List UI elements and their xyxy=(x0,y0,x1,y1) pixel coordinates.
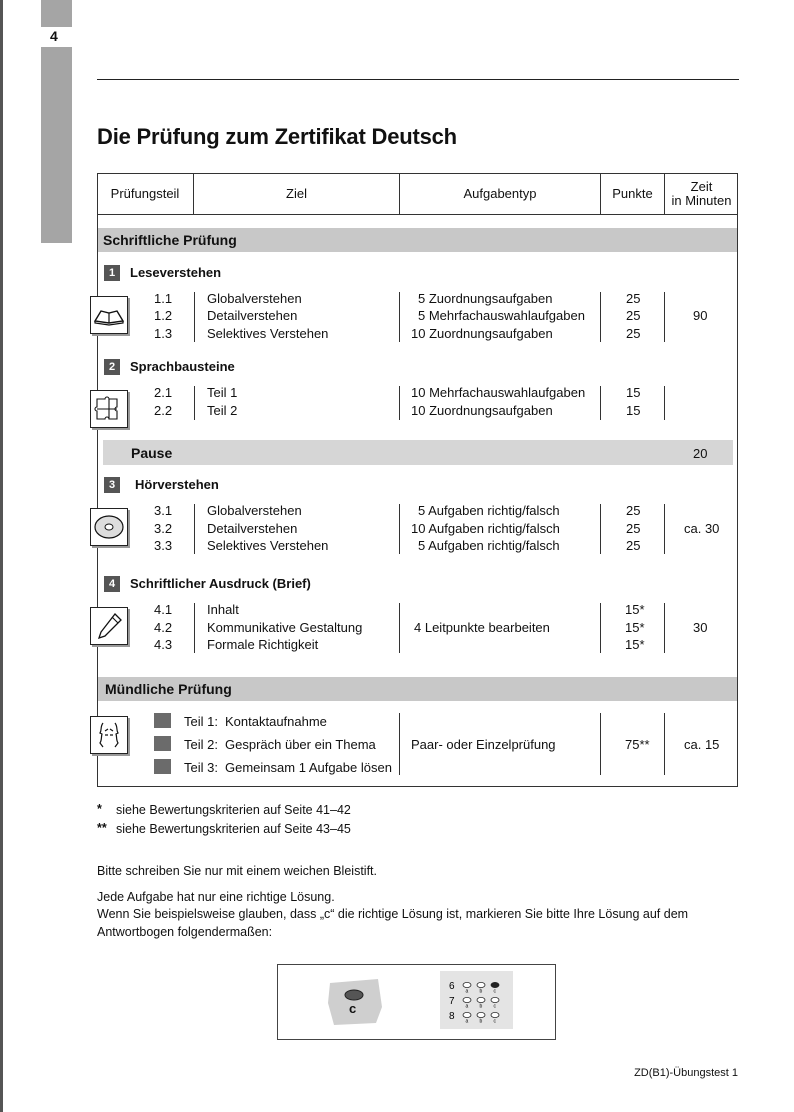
row-2-1-typ: 10 Mehrfachauswahlaufgaben xyxy=(411,385,586,400)
grid-bubble xyxy=(463,1012,471,1017)
grid-bubble xyxy=(477,997,485,1002)
grid-bubble xyxy=(491,1012,499,1017)
row-3-2-ziel: Detailverstehen xyxy=(207,521,298,536)
footnote-2-text: siehe Bewertungskriterien auf Seite 43–45 xyxy=(116,822,351,836)
grid-bubble-label: a xyxy=(465,1003,469,1010)
page-number: 4 xyxy=(50,28,58,44)
sample-answer-grid xyxy=(440,971,513,1029)
row-1-3-num: 1.3 xyxy=(154,326,173,341)
row-4-3-punkte: 15* xyxy=(625,637,645,652)
row-1-1-num: 1.1 xyxy=(154,291,173,306)
page-title: Die Prüfung zum Zertifikat Deutsch xyxy=(97,124,457,149)
teil-2-square xyxy=(154,736,171,751)
grid-bubble xyxy=(491,997,499,1002)
row-3-1-ziel: Globalverstehen xyxy=(207,503,302,518)
row-1-1-typ: 5 Zuordnungsaufgaben xyxy=(418,291,553,306)
grid-bubble xyxy=(491,982,499,987)
instruction-line-1: Jede Aufgabe hat nur eine richtige Lösung. xyxy=(97,890,335,904)
part-title-hoerverstehen: Hörverstehen xyxy=(135,477,219,492)
speaking-faces-icon xyxy=(90,716,128,754)
grid-row-number: 8 xyxy=(449,1011,455,1022)
footnote-2-mark: ** xyxy=(97,821,107,835)
grid-bubble-label: c xyxy=(493,1003,496,1010)
section-title-muendlich: Mündliche Prüfung xyxy=(105,681,232,697)
pencil-icon xyxy=(90,607,128,645)
grid-row-number: 7 xyxy=(449,996,455,1007)
puzzle-icon xyxy=(90,390,128,428)
teil-1-square xyxy=(154,713,171,728)
row-3-3-num: 3.3 xyxy=(154,538,173,553)
instruction-line-2: Wenn Sie beispielsweise glauben, dass „c“ die richtige Lösung ist, markieren Sie bitte Ihre Lösung auf dem xyxy=(97,907,689,921)
row-3-1-typ: 5 Aufgaben richtig/falsch xyxy=(418,503,560,518)
header-zeit-line1: Zeit xyxy=(690,179,713,194)
muendlich-teil-3-ziel: Gemeinsam 1 Aufgabe lösen xyxy=(225,760,392,775)
leseverstehen-time: 90 xyxy=(693,308,708,323)
pause-label: Pause xyxy=(131,445,173,461)
muendlich-teil-3-label: Teil 3: xyxy=(184,760,218,775)
page-edge xyxy=(0,0,3,1112)
muendlich-teil-1-ziel: Kontaktaufnahme xyxy=(225,714,327,729)
grid-row-number: 6 xyxy=(449,981,455,992)
header-ziel: Ziel xyxy=(286,186,307,201)
header-aufgabentyp: Aufgabentyp xyxy=(463,186,537,201)
row-1-3-typ: 10 Zuordnungsaufgaben xyxy=(411,326,553,341)
row-2-1-ziel: Teil 1 xyxy=(207,385,238,400)
row-4-3-ziel: Formale Richtigkeit xyxy=(207,637,319,652)
book-icon xyxy=(90,296,128,334)
ausdruck-typ: 4 Leitpunkte bearbeiten xyxy=(414,620,550,635)
row-1-2-typ: 5 Mehrfachauswahlaufgaben xyxy=(418,308,585,323)
header-zeit-line2: in Minuten xyxy=(671,193,732,208)
grid-bubble-label: a xyxy=(465,1018,469,1025)
footnote-1-mark: * xyxy=(97,802,102,816)
row-2-2-typ: 10 Zuordnungsaufgaben xyxy=(411,403,553,418)
row-3-3-typ: 5 Aufgaben richtig/falsch xyxy=(418,538,560,553)
instruction-line-3: Antwortbogen folgendermaßen: xyxy=(97,925,273,939)
hoerverstehen-time: ca. 30 xyxy=(684,521,720,536)
footer-code: ZD(B1)-Übungstest 1 xyxy=(634,1067,738,1079)
part-title-sprachbausteine: Sprachbausteine xyxy=(130,359,235,374)
header-zeit xyxy=(665,173,738,215)
cd-icon xyxy=(90,508,128,546)
row-4-1-punkte: 15* xyxy=(625,602,645,617)
row-1-3-punkte: 25 xyxy=(626,326,641,341)
row-2-2-num: 2.2 xyxy=(154,403,173,418)
grid-bubble-label: b xyxy=(479,1003,483,1010)
ausdruck-time: 30 xyxy=(693,620,708,635)
part-number-3: 3 xyxy=(104,477,120,493)
muendlich-punkte: 75** xyxy=(625,737,650,752)
row-3-3-punkte: 25 xyxy=(626,538,641,553)
grid-bubble-label: c xyxy=(493,1018,496,1025)
row-3-3-ziel: Selektives Verstehen xyxy=(207,538,329,553)
top-rule xyxy=(97,79,739,80)
row-4-2-punkte: 15* xyxy=(625,620,645,635)
muendlich-teil-2-ziel: Gespräch über ein Thema xyxy=(225,737,376,752)
grid-bubble xyxy=(463,982,471,987)
row-4-1-num: 4.1 xyxy=(154,602,173,617)
grid-bubble xyxy=(477,982,485,987)
answer-grid-svg xyxy=(440,971,513,1029)
muendlich-teil-1-label: Teil 1: xyxy=(184,714,218,729)
teil-3-square xyxy=(154,759,171,774)
sample-letter: c xyxy=(349,1001,357,1016)
grid-bubble-label: a xyxy=(465,988,469,995)
row-3-2-typ: 10 Aufgaben richtig/falsch xyxy=(411,521,560,536)
section-title-schriftlich: Schriftliche Prüfung xyxy=(103,232,237,248)
row-2-2-ziel: Teil 2 xyxy=(207,403,238,418)
muendlich-teil-2-label: Teil 2: xyxy=(184,737,218,752)
header-pruefungsteil: Prüfungsteil xyxy=(110,186,180,201)
row-4-2-num: 4.2 xyxy=(154,620,173,635)
row-4-1-ziel: Inhalt xyxy=(207,602,239,617)
footnote-1-text: siehe Bewertungskriterien auf Seite 41–42 xyxy=(116,803,351,817)
pause-bar xyxy=(103,440,733,465)
row-3-1-punkte: 25 xyxy=(626,503,641,518)
header-punkte: Punkte xyxy=(612,186,653,201)
grid-bubble-label: c xyxy=(493,988,496,995)
row-4-3-num: 4.3 xyxy=(154,637,173,652)
row-3-2-punkte: 25 xyxy=(626,521,641,536)
part-number-4: 4 xyxy=(104,576,120,592)
row-2-2-punkte: 15 xyxy=(626,403,641,418)
row-2-1-num: 2.1 xyxy=(154,385,173,400)
row-1-1-punkte: 25 xyxy=(626,291,641,306)
muendlich-time: ca. 15 xyxy=(684,737,720,752)
part-title-leseverstehen: Leseverstehen xyxy=(130,265,222,280)
row-1-2-ziel: Detailverstehen xyxy=(207,308,298,323)
row-1-2-num: 1.2 xyxy=(154,308,173,323)
row-1-1-ziel: Globalverstehen xyxy=(207,291,302,306)
part-number-1: 1 xyxy=(104,265,120,281)
row-4-2-ziel: Kommunikative Gestaltung xyxy=(207,620,363,635)
pause-time: 20 xyxy=(693,446,708,461)
grid-bubble-label: b xyxy=(479,1018,483,1025)
answer-sample-box xyxy=(277,964,556,1040)
part-title-ausdruck: Schriftlicher Ausdruck (Brief) xyxy=(130,576,311,591)
grid-bubble xyxy=(477,1012,485,1017)
grid-bubble-label: b xyxy=(479,988,483,995)
grid-bubble xyxy=(463,997,471,1002)
instruction-pencil: Bitte schreiben Sie nur mit einem weichen Bleistift. xyxy=(97,864,377,878)
row-1-2-punkte: 25 xyxy=(626,308,641,323)
row-1-3-ziel: Selektives Verstehen xyxy=(207,326,329,341)
row-3-1-num: 3.1 xyxy=(154,503,173,518)
part-number-2: 2 xyxy=(104,359,120,375)
row-2-1-punkte: 15 xyxy=(626,385,641,400)
muendlich-typ: Paar- oder Einzelprüfung xyxy=(411,737,556,752)
row-3-2-num: 3.2 xyxy=(154,521,173,536)
